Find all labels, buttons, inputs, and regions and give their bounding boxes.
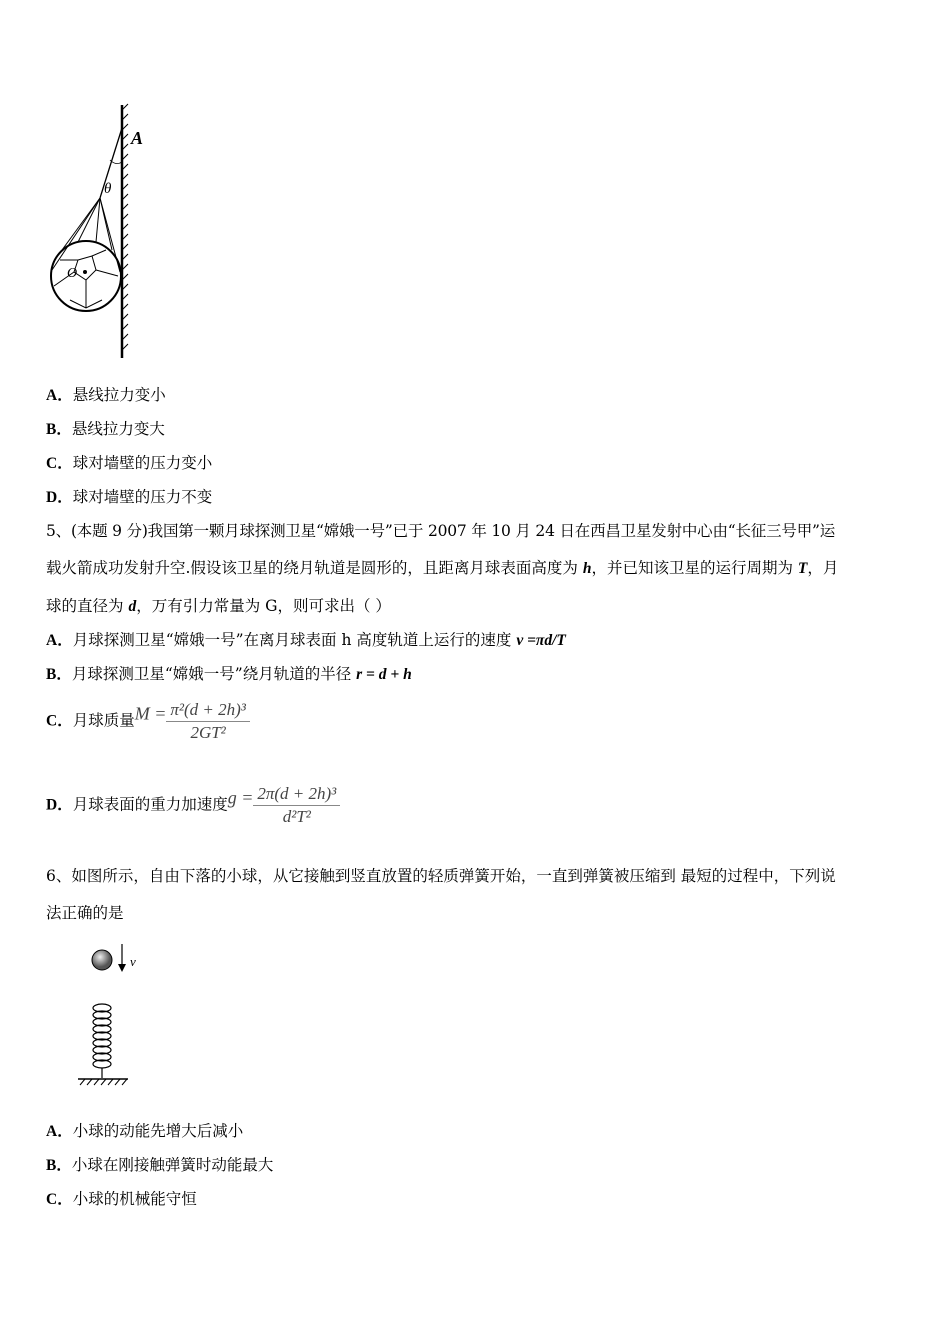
q5-stem-line3: 球的直径为 d，万有引力常量为 G，则可求出（ ） [46, 597, 391, 615]
q4-option-d: D．球对墙壁的压力不变 [46, 488, 213, 506]
q5-option-b: B．月球探测卫星“嫦娥一号”绕月轨道的半径 r = d + h [46, 665, 412, 683]
label-A: A [131, 128, 144, 148]
label-O: O [67, 266, 78, 281]
q4-option-b: B．悬线拉力变大 [46, 420, 165, 438]
q5-stem-line2: 载火箭成功发射升空.假设该卫星的绕月轨道是圆形的，且距离月球表面高度为 h，并已知该卫星的运行周期为 T，月 [46, 559, 839, 577]
q5-option-c: C．月球质量M = $\frac{\text{π²(d + 2h)³}}{\text{2GT²}}$ [46, 700, 250, 743]
q5-option-a: A．月球探测卫星“嫦娥一号”在离月球表面 h 高度轨道上运行的速度 v =πd/T [46, 631, 566, 649]
q6-option-c: C．小球的机械能守恒 [46, 1190, 197, 1208]
q5-option-d: D．月球表面的重力加速度g = $\frac{\text{2π(d + 2h)³}}{\text{d²T²}}$ [46, 784, 340, 827]
gravity-formula: $\frac{\text{2π(d + 2h)³}}{\text{d²T²}}$ [253, 784, 340, 827]
q4-option-c: C．球对墙壁的压力变小 [46, 454, 213, 472]
q6-option-b: B．小球在刚接触弹簧时动能最大 [46, 1156, 274, 1174]
label-theta: θ [104, 181, 112, 197]
q6-option-a: A．小球的动能先增大后减小 [46, 1122, 244, 1140]
q6-stem-line1: 6、如图所示，自由下落的小球，从它接触到竖直放置的轻质弹簧开始，一直到弹簧被压缩到 最短的过程中，下列说 [46, 867, 836, 885]
mass-formula: $\frac{\text{π²(d + 2h)³}}{\text{2GT²}}$ [166, 700, 250, 743]
ball-on-wall-figure [40, 100, 160, 362]
spring-ball-figure [74, 940, 154, 1090]
q6-stem-line2: 法正确的是 [46, 904, 124, 922]
q4-option-a: A．悬线拉力变小 [46, 386, 166, 404]
label-v: v [130, 954, 136, 969]
q5-stem-line1: 5、(本题 9 分)我国第一颗月球探测卫星“嫦娥一号”已于 2007 年 10 月 24 日在西昌卫星发射中心由“长征三号甲”运 [46, 522, 836, 540]
